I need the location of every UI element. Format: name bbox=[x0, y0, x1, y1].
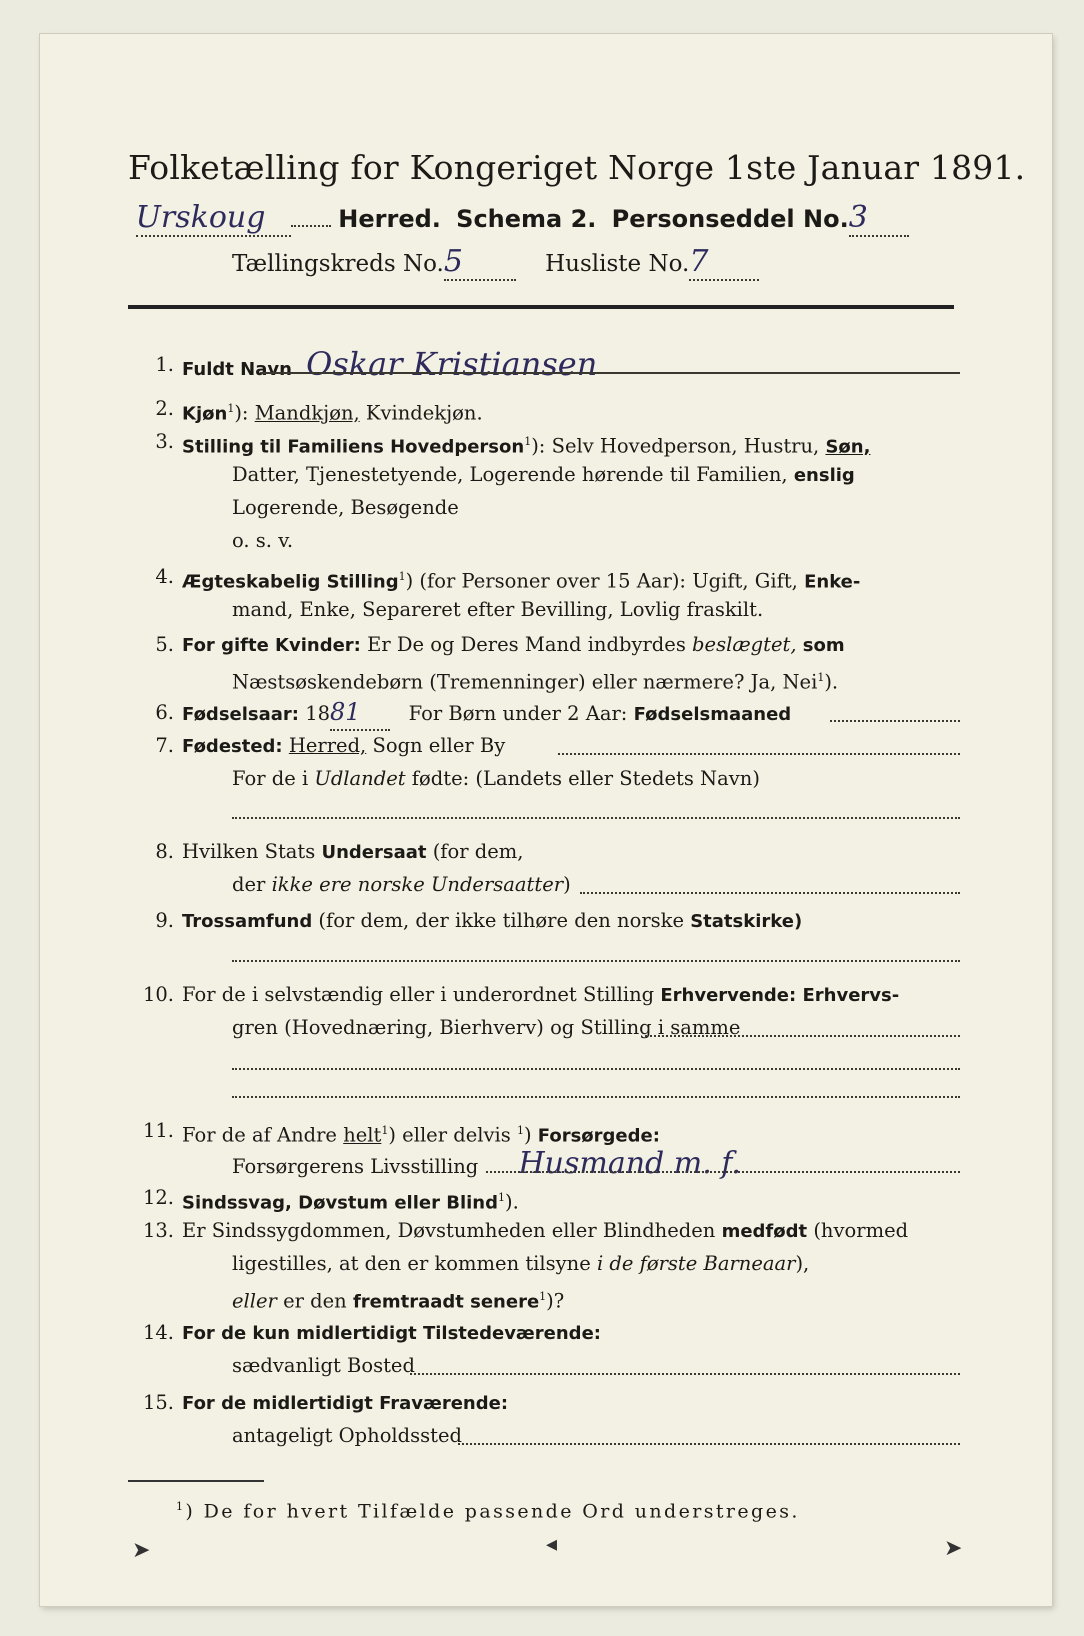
fodselsmaaned-line bbox=[830, 720, 960, 722]
item-8: 8. Hvilken Stats Undersaat (for dem, der ikke ere norske Undersaatter) bbox=[140, 835, 960, 905]
fuldt-navn-line bbox=[260, 372, 960, 374]
item-13: 13. Er Sindssygdommen, Døvstumheden eller Blindheden medfødt (hvormed ligestilles, at den er kommen tilsyne i de første Barneaar), eller er den fremtraadt senere$^1$)? bbox=[142, 1219, 909, 1313]
item-14: 14. For de kun midlertidigt Tilstedeværende: sædvanligt Bosted bbox=[140, 1316, 960, 1386]
item-5: 5. For gifte Kvinder: Er De og Deres Mand indbyrdes beslægtet, som Næstsøskendebørn (Tremenninger) eller nærmere? Ja, Nei$^1$). bbox=[155, 633, 845, 694]
item-15: 15. For de midlertidigt Fraværende: antageligt Opholdssted bbox=[140, 1386, 960, 1456]
header-divider bbox=[128, 305, 954, 309]
herred-label: Herred. bbox=[338, 205, 441, 233]
tællingskreds-label: Tællingskreds No. bbox=[232, 251, 444, 277]
herred-value: Urskoug bbox=[136, 200, 291, 237]
helt-option: helt bbox=[343, 1123, 382, 1147]
livsstilling-value: Husmand m. f. bbox=[518, 1146, 741, 1181]
header-row-1 bbox=[128, 200, 909, 237]
kvindekjon-option: Kvindekjøn. bbox=[365, 401, 483, 425]
corner-mark-center-icon: ◂ bbox=[546, 1532, 558, 1557]
fodselsaar-value: 81 bbox=[330, 696, 390, 731]
form-title: Folketælling for Kongeriget Norge 1ste Januar 1891. bbox=[128, 148, 1026, 187]
item-11: 11. For de af Andre helt$^1$) eller delvis $^1$) Forsørgede: Forsørgerens Livsstilling Husmand m. f. bbox=[140, 1114, 960, 1184]
husliste-value: 7 bbox=[689, 244, 759, 281]
personseddel-label: Personseddel No. bbox=[611, 205, 849, 233]
item-9: 9. Trossamfund (for dem, der ikke tilhøre den norske Statskirke) bbox=[140, 904, 960, 964]
footnote: $^1$) De for hvert Tilfælde passende Ord understreges. bbox=[176, 1500, 800, 1523]
fuldt-navn-value: Oskar Kristiansen bbox=[306, 345, 598, 383]
item-1: 1. Fuldt Navn Oskar Kristiansen bbox=[140, 348, 960, 388]
footnote-divider bbox=[128, 1480, 264, 1482]
mandkjon-option: Mandkjøn, bbox=[254, 401, 360, 425]
item-10: 10. For de i selvstændig eller i underordnet Stilling Erhvervende: Erhvervs- gren (Hovednæring, Bierhverv) og Stilling i samme bbox=[140, 978, 960, 1098]
item-4: 4. Ægteskabelig Stilling$^1$) (for Personer over 15 Aar): Ugift, Gift, Enke- mand, Enke, Separeret efter Bevilling, Lovlig fraskilt. bbox=[155, 565, 861, 621]
header-row-2 bbox=[232, 244, 759, 281]
son-option: Søn, bbox=[825, 436, 871, 458]
husliste-label: Husliste No. bbox=[545, 251, 690, 277]
personseddel-value: 3 bbox=[849, 200, 909, 237]
schema-label: Schema 2. bbox=[456, 205, 597, 233]
corner-mark-right-icon: ➤ bbox=[944, 1536, 963, 1561]
item-3: 3. Stilling til Familiens Hovedperson$^1$): Selv Hovedperson, Hustru, Søn, Datter, Tjenestetyende, Logerende hørende til Familien, enslig Logerende, Besøgende o. s. v. bbox=[155, 430, 871, 552]
item-7: 7. Fødested: Herred, Sogn eller By For de i Udlandet fødte: (Landets eller Stedets Navn) bbox=[140, 729, 960, 819]
tællingskreds-value: 5 bbox=[444, 244, 516, 281]
fuldt-navn-label: Fuldt Navn bbox=[182, 359, 292, 380]
corner-mark-left-icon: ➤ bbox=[132, 1538, 151, 1563]
herred-option: Herred, bbox=[288, 734, 367, 757]
